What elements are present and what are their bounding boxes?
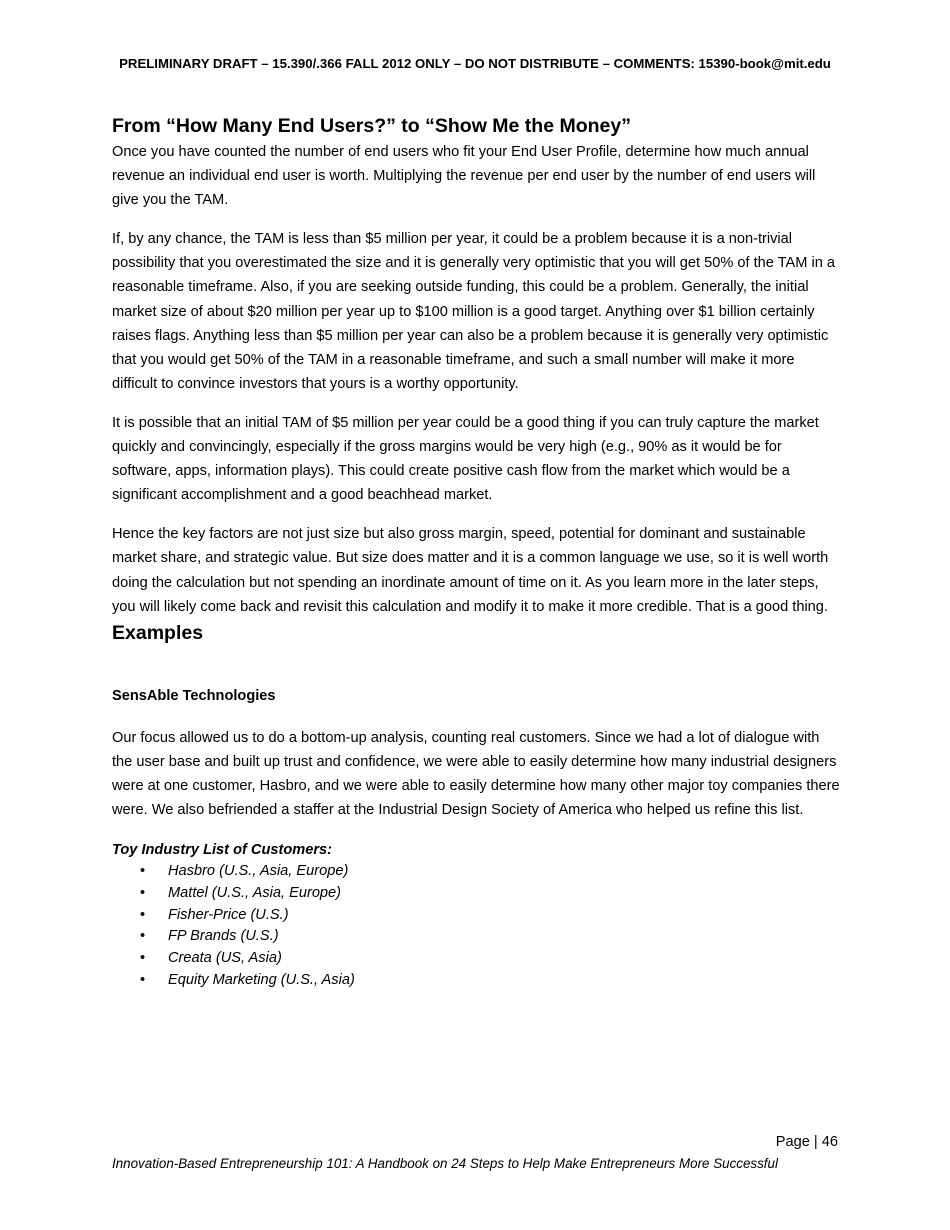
section-title-money: From “How Many End Users?” to “Show Me the Money”: [112, 115, 631, 137]
list-item-label: Equity Marketing (U.S., Asia): [168, 972, 355, 989]
draft-notice-header: PRELIMINARY DRAFT – 15.390/.366 FALL 2012 ONLY – DO NOT DISTRIBUTE – COMMENTS: 15390-book@mit.edu: [119, 56, 831, 71]
section-title-examples: Examples: [112, 621, 204, 644]
bullet-icon: •: [140, 972, 146, 989]
paragraph-key-factors: Hence the key factors are not just size but also gross margin, speed, potential for dominant and sustainable market share, and strategic value. But size does matter and it is a common language we use, so it is well worth doing the calculation but not spending an inordinate amount of time on it. As you learn more in the later steps, you will likely come back and revisit this calculation and modify it to make it more credible. That is a good thing.: [112, 526, 829, 615]
list-item: [112, 883, 840, 905]
footer-book-title: Innovation-Based Entrepreneurship 101: A Handbook on 24 Steps to Help Make Entrepreneurs More Successful: [112, 1156, 778, 1171]
paragraph-tam-under-5m: If, by any chance, the TAM is less than $5 million per year, it could be a problem because it is a non-trivial possibility that you overestimated the size and it is generally very optimistic that you will get 50% of the TAM in a reasonable timeframe. Also, if you are seeking outside funding, this could be a problem. Generally, the initial market size of about $20 million per year up to $100 million is a good target. Anything over $1 billion certainly raises flags. Anything less than $5 million per year can also be a problem because it is generally very optimistic that you would get 50% of the TAM in a reasonable timeframe, and such a small number will make it more difficult to convince investors that yours is a worthy opportunity.: [112, 231, 836, 392]
list-item: [112, 861, 840, 883]
list-item-label: Creata (US, Asia): [168, 950, 282, 967]
example-title-sensable: SensAble Technologies: [112, 687, 276, 704]
paragraph-tam-5m-good: It is possible that an initial TAM of $5 million per year could be a good thing if you can truly capture the market quickly and convincingly, especially if the gross margins would be very high (e.g., 90% as it would be for software, apps, information plays). This could create positive cash flow from the market which would be a significant accomplishment and a good beachhead market.: [112, 414, 819, 504]
paragraph-counting-end-users: Once you have counted the number of end users who fit your End User Profile, determine how much annual revenue an individual end user is worth. Multiplying the revenue per end user by the number of end users will give you the TAM.: [112, 144, 816, 209]
paragraph-sensable: Our focus allowed us to do a bottom-up analysis, counting real customers. Since we had a lot of dialogue with the user base and built up trust and confidence, we were able to easily determine how many industrial designers were at one customer, Hasbro, and we were able to easily determine how many other major toy companies there were. We also befriended a staffer at the Industrial Design Society of America who helped us refine this list.: [112, 729, 840, 818]
bullet-icon: •: [140, 884, 146, 901]
bullet-icon: •: [140, 950, 146, 967]
list-item: [112, 926, 840, 948]
customer-list: [112, 861, 840, 992]
bullet-icon: •: [140, 928, 146, 945]
list-item-label: Hasbro (U.S., Asia, Europe): [168, 863, 349, 880]
list-item: [112, 905, 840, 927]
bullet-icon: •: [140, 906, 146, 923]
page-number: Page | 46: [775, 1134, 838, 1150]
list-item-label: Fisher-Price (U.S.): [168, 906, 289, 923]
list-item: [112, 970, 840, 992]
list-item-label: FP Brands (U.S.): [168, 928, 279, 945]
list-item: [112, 948, 840, 970]
bullet-icon: •: [140, 863, 146, 880]
customer-list-title: Toy Industry List of Customers:: [112, 842, 333, 859]
list-item-label: Mattel (U.S., Asia, Europe): [168, 884, 342, 901]
page-content: [112, 112, 840, 992]
